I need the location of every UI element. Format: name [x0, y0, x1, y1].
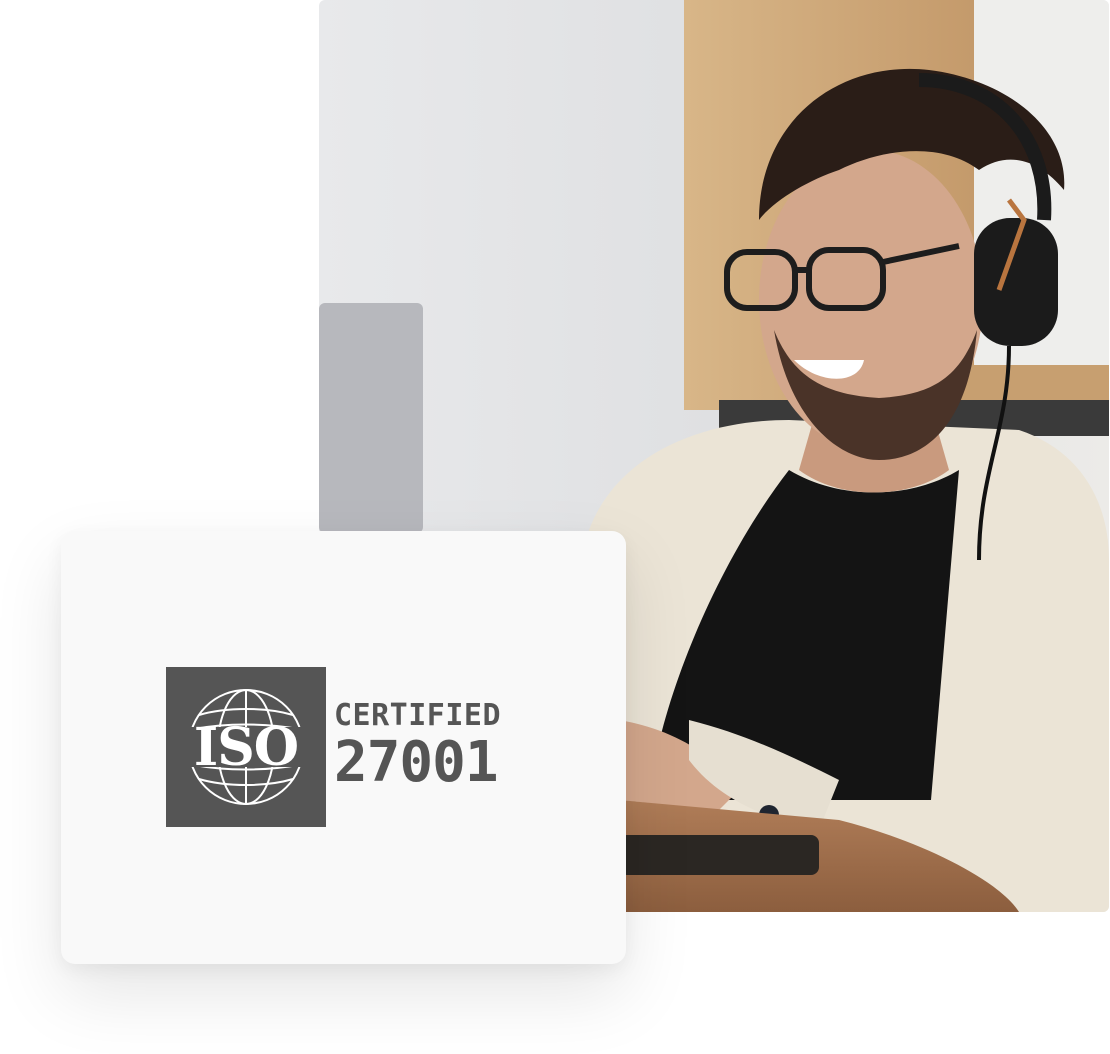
certification-text	[334, 698, 502, 795]
certified-label: CERTIFIED	[334, 698, 502, 733]
iso-label: ISO	[193, 716, 299, 778]
certification-card	[61, 531, 626, 964]
phone	[619, 835, 819, 875]
laptop-lid	[319, 303, 423, 533]
iso-badge	[166, 667, 326, 827]
standard-number: 27001	[334, 730, 498, 795]
